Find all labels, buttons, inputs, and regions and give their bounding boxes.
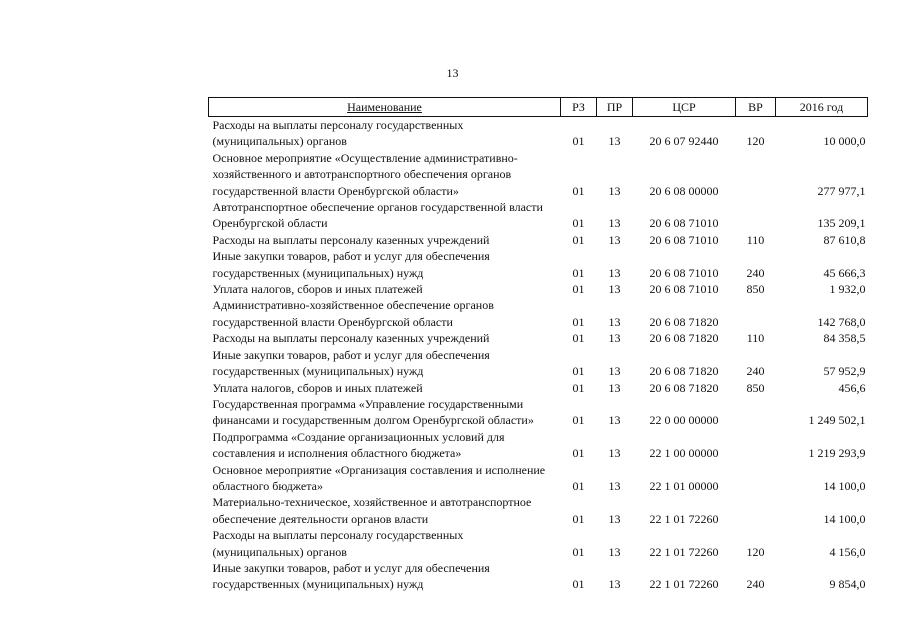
row-rz: 01 xyxy=(572,511,585,526)
table-row xyxy=(209,117,868,150)
row-sum: 1 219 293,9 xyxy=(808,446,866,461)
row-rz: 01 xyxy=(572,413,585,428)
table-row xyxy=(209,248,868,281)
row-sum: 1 932,0 xyxy=(829,282,866,297)
table-row xyxy=(209,297,868,330)
row-name: Материально-техническое, хозяйственное и автотранспортное обеспечение деятельности органов власти xyxy=(212,495,532,526)
row-sum: 4 156,0 xyxy=(829,544,866,559)
row-csr: 22 1 01 72260 xyxy=(649,511,719,526)
row-pr: 13 xyxy=(608,380,621,395)
table-row xyxy=(209,380,868,396)
row-name: Подпрограмма «Создание организационных условий для составления и исполнения областного бюджета» xyxy=(212,429,505,461)
row-csr: 20 6 07 92440 xyxy=(649,134,719,149)
row-vr xyxy=(736,494,776,527)
table-row xyxy=(209,347,868,380)
row-name: Расходы на выплаты персоналу государственных (муниципальных) органов xyxy=(212,528,464,559)
row-pr: 13 xyxy=(608,216,621,231)
row-sum: 135 209,1 xyxy=(817,216,866,231)
row-vr xyxy=(736,150,776,199)
row-name: Расходы на выплаты персоналу казенных учреждений xyxy=(212,232,490,247)
row-rz: 01 xyxy=(572,282,585,297)
row-csr: 20 6 08 71820 xyxy=(649,331,719,346)
row-vr: 850 xyxy=(746,380,765,395)
table-row xyxy=(209,560,868,593)
row-sum: 10 000,0 xyxy=(823,134,866,149)
table-row xyxy=(209,330,868,346)
row-name: Государственная программа «Управление государственными финансами и государственным долгом Оренбургской области» xyxy=(212,396,534,428)
row-vr: 110 xyxy=(746,232,765,247)
row-rz: 01 xyxy=(572,183,585,198)
row-sum: 57 952,9 xyxy=(823,364,866,379)
row-pr: 13 xyxy=(608,511,621,526)
row-csr: 22 1 01 72260 xyxy=(649,544,719,559)
row-pr: 13 xyxy=(608,183,621,198)
row-name: Расходы на выплаты персоналу казенных учреждений xyxy=(212,331,490,346)
row-csr: 20 6 08 71010 xyxy=(649,216,719,231)
row-pr: 13 xyxy=(608,446,621,461)
row-name: Иные закупки товаров, работ и услуг для обеспечения государственных (муниципальных) нужд xyxy=(212,249,490,280)
row-sum: 87 610,8 xyxy=(823,232,866,247)
row-name: Основное мероприятие «Осуществление административно-хозяйственного и автотранспортного обеспечения органов государственной власти Оренбургской области» xyxy=(212,150,518,198)
row-vr: 850 xyxy=(746,282,765,297)
row-vr xyxy=(736,396,776,429)
row-csr: 20 6 08 00000 xyxy=(649,183,719,198)
row-pr: 13 xyxy=(608,331,621,346)
budget-table xyxy=(208,97,868,593)
row-rz: 01 xyxy=(572,331,585,346)
row-pr: 13 xyxy=(608,232,621,247)
table-header-row xyxy=(209,98,868,117)
row-vr xyxy=(736,199,776,232)
header-year: 2016 год xyxy=(776,98,868,117)
row-vr xyxy=(736,297,776,330)
row-rz: 01 xyxy=(572,364,585,379)
row-csr: 20 6 08 71820 xyxy=(649,364,719,379)
row-csr: 20 6 08 71010 xyxy=(649,282,719,297)
row-vr: 240 xyxy=(746,265,765,280)
table-row xyxy=(209,527,868,560)
row-pr: 13 xyxy=(608,577,621,592)
row-rz: 01 xyxy=(572,134,585,149)
row-pr: 13 xyxy=(608,265,621,280)
table-row xyxy=(209,150,868,199)
row-rz: 01 xyxy=(572,232,585,247)
row-csr: 22 1 00 00000 xyxy=(649,446,719,461)
row-sum: 45 666,3 xyxy=(823,265,866,280)
row-rz: 01 xyxy=(572,446,585,461)
row-pr: 13 xyxy=(608,314,621,329)
row-rz: 01 xyxy=(572,265,585,280)
row-sum: 142 768,0 xyxy=(817,314,866,329)
header-name-label: Наименование xyxy=(347,100,422,114)
header-csr: ЦСР xyxy=(633,98,736,117)
table-row xyxy=(209,429,868,462)
row-rz: 01 xyxy=(572,314,585,329)
row-sum: 84 358,5 xyxy=(823,331,866,346)
table-row xyxy=(209,199,868,232)
row-name: Административно-хозяйственное обеспечение органов государственной власти Оренбургской области xyxy=(212,298,494,329)
row-vr: 110 xyxy=(746,331,765,346)
table-row xyxy=(209,396,868,429)
header-name xyxy=(209,98,561,117)
row-sum: 1 249 502,1 xyxy=(808,413,866,428)
row-csr: 22 1 01 72260 xyxy=(649,577,719,592)
table-body xyxy=(209,117,868,593)
row-rz: 01 xyxy=(572,478,585,493)
table-row xyxy=(209,494,868,527)
row-pr: 13 xyxy=(608,364,621,379)
row-pr: 13 xyxy=(608,282,621,297)
row-rz: 01 xyxy=(572,380,585,395)
row-name: Иные закупки товаров, работ и услуг для обеспечения государственных (муниципальных) нужд xyxy=(212,347,490,379)
row-pr: 13 xyxy=(608,478,621,493)
row-sum: 9 854,0 xyxy=(829,577,866,592)
row-name: Уплата налогов, сборов и иных платежей xyxy=(212,380,423,395)
row-vr: 120 xyxy=(746,544,765,559)
row-vr xyxy=(736,462,776,495)
row-pr: 13 xyxy=(608,413,621,428)
table-row xyxy=(209,462,868,495)
header-rz: РЗ xyxy=(561,98,597,117)
row-vr: 120 xyxy=(746,134,765,149)
row-csr: 20 6 08 71010 xyxy=(649,232,719,247)
row-name: Иные закупки товаров, работ и услуг для обеспечения государственных (муниципальных) нужд xyxy=(212,560,490,592)
row-csr: 20 6 08 71820 xyxy=(649,314,719,329)
header-vr: ВР xyxy=(736,98,776,117)
row-vr xyxy=(736,429,776,462)
row-rz: 01 xyxy=(572,577,585,592)
page-number: 13 xyxy=(446,66,459,80)
row-csr: 20 6 08 71820 xyxy=(649,380,719,395)
row-name: Уплата налогов, сборов и иных платежей xyxy=(212,282,423,297)
row-sum: 456,6 xyxy=(838,380,866,395)
row-name: Основное мероприятие «Организация составления и исполнение областного бюджета» xyxy=(212,462,546,493)
row-rz: 01 xyxy=(572,544,585,559)
row-vr: 240 xyxy=(746,364,765,379)
row-sum: 277 977,1 xyxy=(817,183,866,198)
row-pr: 13 xyxy=(608,134,621,149)
header-pr: ПР xyxy=(597,98,633,117)
row-sum: 14 100,0 xyxy=(823,478,866,493)
row-rz: 01 xyxy=(572,216,585,231)
row-pr: 13 xyxy=(608,544,621,559)
row-sum: 14 100,0 xyxy=(823,511,866,526)
table-row xyxy=(209,281,868,297)
row-name: Автотранспортное обеспечение органов государственной власти Оренбургской области xyxy=(212,200,543,231)
row-csr: 22 0 00 00000 xyxy=(649,413,719,428)
row-name: Расходы на выплаты персоналу государственных (муниципальных) органов xyxy=(212,118,464,149)
table-row xyxy=(209,232,868,248)
row-csr: 20 6 08 71010 xyxy=(649,265,719,280)
row-csr: 22 1 01 00000 xyxy=(649,478,719,493)
row-vr: 240 xyxy=(746,577,765,592)
